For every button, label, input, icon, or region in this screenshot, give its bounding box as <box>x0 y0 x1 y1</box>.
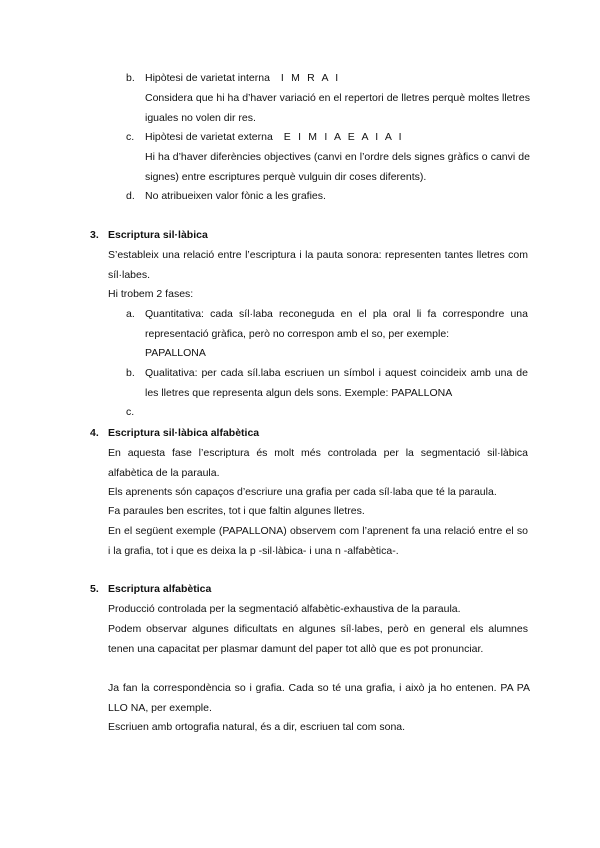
paragraph-text: No atribueixen valor fònic a les grafies. <box>145 190 326 202</box>
section-number: 5. <box>90 583 99 595</box>
paragraph-text: En el següent exemple (PAPALLONA) observem com l’aprenent fa una relació entre el so i la grafia, tot i que es deixa la p -sil·làbica- i una n -alfabètica-. <box>108 525 528 557</box>
paragraph-text: Producció controlada per la segmentació alfabètic-exhaustiva de la paraula. <box>108 603 461 615</box>
paragraph-text: Quantitativa: cada síl·laba reconeguda en el pla oral li fa correspondre una representació gràfica, però no correspon amb el so, per exemple: <box>145 308 528 340</box>
section-title: Escriptura alfabètica <box>108 583 212 595</box>
paragraph-text: En aquesta fase l’escriptura és molt més controlada per la segmentació sil·làbica alfabètica de la paraula. <box>108 447 528 479</box>
section-title: Escriptura sil·làbica <box>108 229 208 241</box>
paragraph-text: Fa paraules ben escrites, tot i que faltin algunes lletres. <box>108 505 365 517</box>
paragraph-text: Considera que hi ha d’haver variació en el repertori de lletres perquè moltes lletres iguales no volen dir res. <box>145 92 530 124</box>
paragraph-text: Qualitativa: per cada síl.laba escriuen un símbol i aquest coincideix amb una de les lletres que representa algun dels sons. Exemple: PAPALLONA <box>145 367 528 399</box>
paragraph-text: Hi trobem 2 fases: <box>108 288 194 300</box>
list-marker: d. <box>126 190 135 202</box>
section-number: 4. <box>90 427 99 439</box>
section-title: Escriptura sil·làbica alfabètica <box>108 427 260 439</box>
list-marker: b. <box>126 367 135 379</box>
letters-example: I M R A I <box>280 72 341 84</box>
list-marker: a. <box>126 308 135 320</box>
section-number: 3. <box>90 229 99 241</box>
paragraph-text: Escriuen amb ortografia natural, és a dir, escriuen tal com sona. <box>108 721 406 733</box>
list-marker: b. <box>126 72 135 84</box>
list-item-title: Hipòtesi de varietat externa <box>145 131 273 143</box>
letters-example: E I M I A E A I A I <box>283 131 404 143</box>
paragraph-text: Els aprenents són capaços d’escriure una grafia per cada síl·laba que té la paraula. <box>108 486 497 498</box>
paragraph-text: S’estableix una relació entre l’escriptura i la pauta sonora: representen tantes lletres com síl·labes. <box>108 249 528 281</box>
paragraph-text: Hi ha d’haver diferències objectives (canvi en l’ordre dels signes gràfics o canvi de signes) entre escriptures perquè vulguin dir coses diferents). <box>145 151 530 183</box>
paragraph-text: Ja fan la correspondència so i grafia. Cada so té una grafia, i això ja ho entenen. PA PA LLO NA, per exemple. <box>108 682 530 714</box>
list-marker: c. <box>126 131 135 143</box>
list-item-title: Hipòtesi de varietat interna <box>145 72 270 84</box>
word-example: PAPALLONA <box>145 347 206 359</box>
list-marker: c. <box>126 406 135 418</box>
paragraph-text: Podem observar algunes dificultats en algunes síl·labes, però en general els alumnes tenen una capacitat per plasmar damunt del paper tot allò que es pot pronunciar. <box>108 623 528 655</box>
